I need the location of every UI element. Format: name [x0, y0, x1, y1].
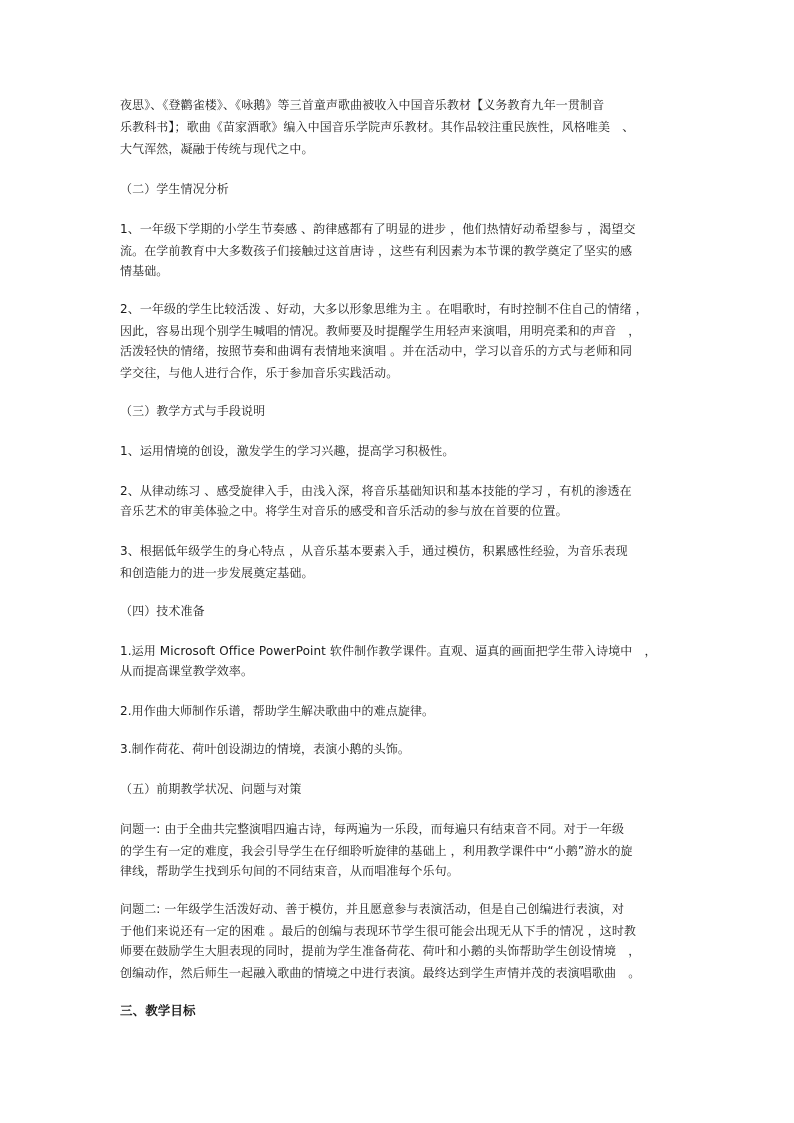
paragraph-line: 大气浑然，凝融于传统与现代之中。 [120, 142, 314, 156]
paragraph-line: 因此，容易出现个别学生喊唱的情况。教师要及时提醒学生用轻声来演唱，用明亮柔和的声音 ， [120, 324, 641, 338]
paragraph-line: 律线，帮助学生找到乐句间的不同结束音，从而唱准每个乐句。 [120, 864, 459, 878]
section-heading-bold: 三、教学目标 [120, 1003, 196, 1018]
paragraph-line: 音乐艺术的审美体验之中。将学生对音乐的感受和音乐活动的参与放在首要的位置。 [120, 504, 568, 518]
paragraph-line: 1、运用情境的创设，激发学生的学习兴趣，提高学习积极性。 [120, 444, 455, 458]
paragraph-line: 2、一年级的学生比较活泼 、好动，大多以形象思维为主 。在唱歌时，有时控制不住自己的情绪 ， [120, 302, 648, 316]
paragraph-line: 流。在学前教育中大多数孩子们接触过这首唐诗 ，这些有利因素为本节课的教学奠定了坚实的感 [120, 244, 633, 258]
paragraph-line: 夜思》、《登鹳雀楼》、《咏鹅》等三首童声歌曲被收入中国音乐教材【义务教育九年一贯制音 [120, 98, 605, 112]
paragraph-line: 于他们来说还有一定的困难 。最后的创编与表现环节学生很可能会出现无从下手的情况 ，这时教 [120, 924, 637, 938]
paragraph-line: 师要在鼓励学生大胆表现的同时，提前为学生准备荷花、荷叶和小鹅的头饰帮助学生创设情境 ， [120, 944, 641, 958]
paragraph-line: 活泼轻快的情绪，按照节奏和曲调有表情地来演唱 。并在活动中，学习以音乐的方式与老师和同 [120, 344, 633, 358]
paragraph-line: 2.用作曲大师制作乐谱，帮助学生解决歌曲中的难点旋律。 [120, 704, 435, 718]
section-heading: （五）前期教学状况、问题与对策 [120, 782, 302, 796]
paragraph-line: 1.运用 Microsoft Office PowerPoint 软件制作教学课件。直观、逼真的画面把学生带入诗境中 ， [120, 644, 657, 658]
paragraph-line: 乐教科书】；歌曲《苗家酒歌》编入中国音乐学院声乐教材。其作品较注重民族性，风格唯美 、 [120, 120, 635, 134]
section-heading: （四）技术准备 [120, 604, 205, 618]
paragraph-line: 从而提高课堂教学效率。 [120, 664, 254, 678]
paragraph-line: 创编动作，然后师生一起融入歌曲的情境之中进行表演。最终达到学生声情并茂的表演唱歌曲 。 [120, 966, 641, 980]
paragraph-line: 情基础。 [120, 264, 169, 278]
paragraph-line: 和创造能力的进一步发展奠定基础。 [120, 566, 314, 580]
paragraph-line: 3、根据低年级学生的身心特点 ，从音乐基本要素入手，通过模仿，积累感性经验，为音乐表现 [120, 544, 628, 558]
paragraph-line: 2、从律动练习 、感受旋律入手，由浅入深，将音乐基础知识和基本技能的学习 ，有机的渗透在 [120, 484, 632, 498]
section-heading: （二）学生情况分析 [120, 182, 229, 196]
paragraph-line: 问题二: 一年级学生活泼好动、善于模仿，并且愿意参与表演活动，但是自己创编进行表演，对 [120, 902, 625, 916]
paragraph-line: 问题一: 由于全曲共完整演唱四遍古诗，每两遍为一乐段，而每遍只有结束音不同。对于一年级 [120, 822, 625, 836]
section-heading: （三）教学方式与手段说明 [120, 404, 266, 418]
paragraph-line: 3.制作荷花、荷叶创设湖边的情境，表演小鹅的头饰。 [120, 742, 410, 756]
paragraph-line: 1、一年级下学期的小学生节奏感 、韵律感都有了明显的进步 ，他们热情好动希望参与 ，渴望交 [120, 222, 636, 236]
paragraph-line: 学交往，与他人进行合作，乐于参加音乐实践活动。 [120, 366, 399, 380]
paragraph-line: 的学生有一定的难度，我会引导学生在仔细聆听旋律的基础上 ，利用教学课件中“小鹅”游水的旋 [120, 844, 633, 858]
